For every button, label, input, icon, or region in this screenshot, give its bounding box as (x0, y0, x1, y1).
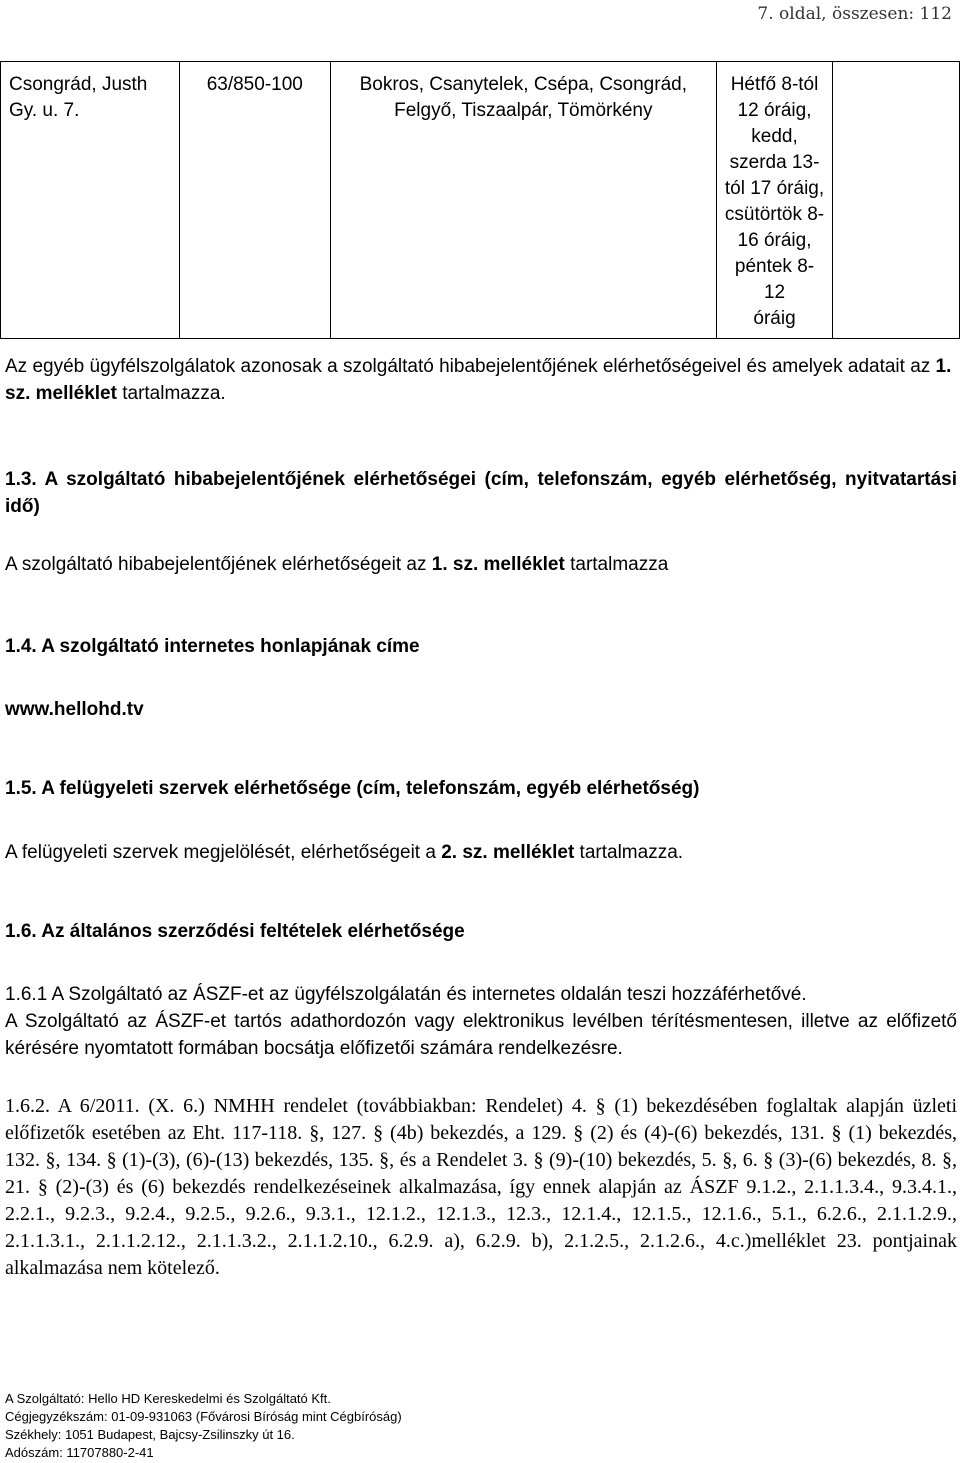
footer-tax-number: Adószám: 11707880-2-41 (5, 1445, 154, 1460)
office-empty-cell (833, 62, 960, 339)
section-1-6-1-continued: A Szolgáltató az ÁSZF-et tartós adathordozón vagy elektronikus levélben térítésmentesen, illetve az előfizető kérésére nyomtatott formában bocsátja előfizetői számára rendelkezésre. (5, 1011, 957, 1059)
footer-company: A Szolgáltató: Hello HD Kereskedelmi és Szolgáltató Kft. (5, 1391, 331, 1406)
homepage-url: www.hellohd.tv (5, 699, 144, 720)
office-settlements: Bokros, Csanytelek, Csépa, Csongrád, Felgyő, Tiszaalpár, Tömörkény (330, 62, 716, 339)
office-address: Csongrád, Justh Gy. u. 7. (1, 62, 180, 339)
section-1-3-text: A szolgáltató hibabejelentőjének elérhetőségeit az 1. sz. melléklet tartalmazza (5, 554, 669, 575)
section-1-5-heading: 1.5. A felügyeleti szervek elérhetősége (cím, telefonszám, egyéb elérhetőség) (5, 778, 700, 799)
page-number: 7. oldal, összesen: 112 (757, 4, 952, 24)
footer-registration: Cégjegyzékszám: 01-09-931063 (Fővárosi Bíróság mint Cégbíróság) (5, 1409, 402, 1424)
section-1-4-heading: 1.4. A szolgáltató internetes honlapjának címe (5, 636, 420, 657)
company-footer (5, 1390, 402, 1462)
section-1-3-heading: 1.3. A szolgáltató hibabejelentőjének elérhetőségei (cím, telefonszám, egyéb elérhetőség, nyitvatartási idő) (5, 469, 957, 517)
office-table (0, 61, 960, 339)
office-hours: Hétfő 8-tól 12 óráig, kedd, szerda 13- tól 17 óráig, csütörtök 8- 16 óráig, péntek 8-12 óráig (716, 62, 832, 339)
section-1-5-text: A felügyeleti szervek megjelölését, elérhetőségeit a 2. sz. melléklet tartalmazza. (5, 842, 684, 863)
section-1-6-1: 1.6.1 A Szolgáltató az ÁSZF-et az ügyfélszolgálatán és internetes oldalán teszi hozzáférhetővé. (5, 984, 807, 1005)
footer-seat: Székhely: 1051 Budapest, Bajcsy-Zsilinszky út 16. (5, 1427, 295, 1442)
table-row (1, 62, 960, 339)
section-1-6-2: 1.6.2. A 6/2011. (X. 6.) NMHH rendelet (továbbiakban: Rendelet) 4. § (1) bekezdésében foglaltak alapján üzleti előfizetők esetében az Eht. 117-118. §, 127. § (4b) bekezdés, a 129. § (2) és (4)-(6) bekezdés, 131. § (1) bekezdés, 132. §, 134. § (1)-(3), (6)-(13) bekezdés, 135. §, és a Rendelet 3. § (9)-(10) bekezdés, 5. §, 6. § (3)-(6) bekezdés, 8. §, 21. § (2)-(3) és (6) bekezdés rendelkezéseinek alkalmazása, így ennek alapján az ÁSZF 9.1.2., 2.1.1.3.4., 9.3.4.1., 2.2.1., 9.2.3., 9.2.4., 9.2.5., 9.2.6., 9.3.1., 12.1.2., 12.1.3., 12.3., 12.1.4., 12.1.5., 12.1.6., 5.1., 6.2.6., 2.1.1.2.9., 2.1.1.3.1., 2.1.1.2.12., 2.1.1.3.2., 2.1.1.2.10., 6.2.9. a), 6.2.9. b), 2.1.2.5., 2.1.2.6., 4.c.)melléklet 23. pontjainak alkalmazása nem kötelező. (5, 1095, 957, 1279)
section-1-6-heading: 1.6. Az általános szerződési feltételek elérhetősége (5, 921, 465, 942)
other-offices-paragraph: Az egyéb ügyfélszolgálatok azonosak a szolgáltató hibabejelentőjének elérhetőségeivel és amelyek adatait az 1. sz. melléklet tartalmazza. (5, 356, 952, 404)
office-phone: 63/850-100 (179, 62, 330, 339)
